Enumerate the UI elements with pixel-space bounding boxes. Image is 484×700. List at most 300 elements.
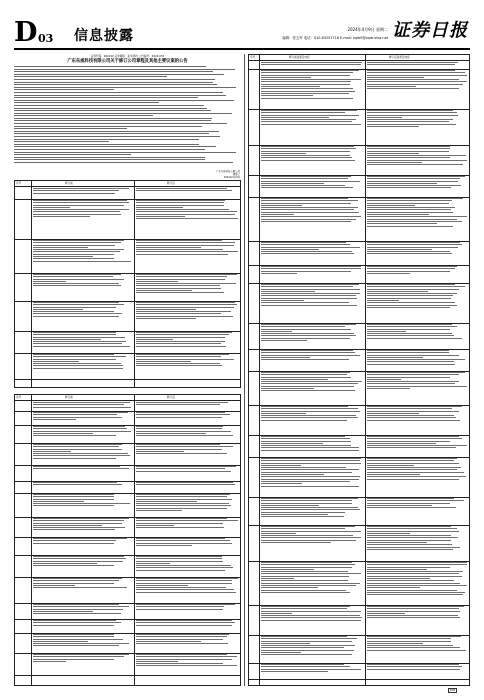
cell-after (136, 654, 237, 668)
text-line (261, 447, 359, 448)
text-line (367, 531, 459, 532)
cell-after (367, 436, 467, 450)
text-line (136, 313, 221, 314)
text-line (261, 542, 331, 543)
text-line (33, 620, 116, 621)
text-line (136, 520, 238, 521)
text-line (14, 131, 219, 132)
cell-before (33, 332, 130, 348)
text-line (136, 505, 231, 506)
text-line (367, 583, 460, 584)
text-line (367, 75, 467, 76)
text-line (136, 279, 225, 280)
text-line (33, 412, 128, 413)
text-line (367, 329, 450, 330)
text-line (367, 476, 466, 477)
table-header-row (15, 181, 240, 187)
text-line (261, 200, 358, 201)
text-line (367, 273, 410, 274)
text-line (367, 268, 455, 269)
text-line (261, 500, 352, 501)
text-line (367, 505, 432, 506)
text-line (367, 352, 449, 353)
text-line (33, 525, 102, 526)
text-line (33, 561, 123, 562)
text-line (33, 359, 116, 360)
text-line (33, 580, 119, 581)
text-line (261, 413, 306, 414)
cell-after (136, 444, 233, 455)
text-line (33, 402, 130, 403)
text-line (367, 415, 454, 416)
text-line (367, 355, 459, 356)
text-line (261, 613, 292, 614)
text-line (261, 84, 350, 85)
text-line (367, 247, 458, 248)
text-line (367, 592, 465, 593)
text-line (261, 352, 355, 353)
text-line (33, 211, 120, 212)
cell-after (367, 198, 467, 228)
text-line (261, 242, 346, 243)
text-line (136, 482, 233, 483)
text-line (136, 634, 229, 635)
text-line (367, 669, 460, 670)
text-line (367, 219, 457, 220)
text-line (14, 87, 236, 88)
header-no: 序号 (16, 182, 22, 185)
text-line (367, 617, 460, 618)
cell-before (261, 242, 360, 256)
text-line (136, 501, 197, 502)
text-line (136, 583, 232, 584)
text-line (33, 419, 76, 420)
text-line (261, 406, 348, 407)
text-line (136, 343, 221, 344)
text-line (367, 305, 457, 306)
text-line (136, 365, 222, 366)
text-line (367, 458, 457, 459)
text-line (367, 587, 420, 588)
text-line (136, 332, 232, 333)
text-line (261, 443, 323, 444)
text-line (367, 295, 453, 296)
text-line (367, 507, 456, 508)
text-line (367, 187, 451, 188)
cell-after (367, 62, 458, 67)
text-line (136, 363, 220, 364)
text-line (367, 198, 463, 199)
text-line (33, 540, 116, 541)
text-line (367, 438, 462, 439)
text-line (136, 510, 182, 511)
text-line (261, 326, 345, 327)
text-line (261, 377, 351, 378)
text-line (33, 249, 124, 250)
text-line (261, 62, 362, 63)
cell-before (33, 654, 129, 663)
text-line (33, 661, 66, 662)
text-line (14, 115, 153, 116)
text-line (367, 121, 449, 122)
text-line (367, 528, 457, 529)
text-line (367, 615, 458, 616)
text-line (33, 258, 114, 259)
text-line (136, 545, 192, 546)
editor-contact-line: 编辑：张五军 电话：010-83251716 E-mail: zqrb9@zqrb.sina.net (282, 36, 388, 40)
text-line (367, 571, 463, 572)
header-after: 修订后条款及内容 (389, 56, 410, 59)
cell-after (367, 176, 465, 190)
text-line (33, 307, 116, 308)
text-line (367, 266, 457, 267)
text-line (367, 388, 410, 389)
text-line (367, 153, 419, 154)
text-line (33, 341, 126, 342)
cell-after (136, 240, 238, 256)
text-line (33, 518, 129, 519)
text-line (136, 200, 225, 201)
cell-before (261, 562, 361, 594)
text-line (33, 414, 117, 415)
text-line (136, 446, 233, 447)
text-line (261, 333, 354, 334)
text-line (136, 404, 220, 405)
cell-after (367, 110, 458, 128)
cell-after (136, 302, 237, 320)
cell-before (33, 538, 127, 545)
text-line (367, 585, 467, 586)
text-line (136, 304, 237, 305)
cell-after (367, 324, 462, 340)
text-line (367, 374, 459, 375)
text-line (367, 112, 457, 113)
text-line (136, 567, 233, 568)
text-line (367, 117, 402, 118)
text-line (261, 458, 361, 459)
text-line (261, 408, 358, 409)
text-line (367, 647, 460, 648)
announcement-title: 广东东威科技有限公司关于修订公司章程及其他主要议案的公告 (67, 59, 188, 64)
issue-date: 2024年4月9日 星期二 (347, 27, 388, 32)
text-line (367, 372, 465, 373)
text-line (14, 89, 114, 90)
text-line (261, 580, 348, 581)
cell-before (33, 302, 124, 318)
text-line (261, 216, 361, 217)
text-line (261, 198, 348, 199)
text-line (367, 606, 464, 607)
text-line (367, 291, 428, 292)
statement-board: 董事会 (232, 173, 240, 176)
statement-date: 2024年4月9日 (223, 176, 240, 179)
text-line (136, 622, 235, 623)
text-line (14, 74, 224, 75)
text-line (261, 573, 361, 574)
text-line (33, 451, 71, 452)
text-line (367, 181, 458, 182)
text-line (367, 209, 451, 210)
text-line (261, 531, 361, 532)
text-line (33, 496, 114, 497)
text-line (367, 249, 432, 250)
text-line (367, 335, 454, 336)
text-line (367, 573, 459, 574)
text-line (367, 436, 459, 437)
text-line (33, 499, 114, 500)
text-line (33, 202, 129, 203)
text-line (367, 146, 450, 147)
text-line (261, 420, 347, 421)
text-line (261, 117, 329, 118)
text-line (136, 494, 230, 495)
text-line (33, 543, 114, 544)
cell-before (261, 606, 362, 622)
header-before: 修订前条款及内容 (289, 56, 310, 59)
text-line (33, 634, 114, 635)
text-line (33, 578, 122, 579)
text-line (261, 253, 354, 254)
text-line (261, 583, 360, 584)
text-line (33, 365, 123, 366)
text-line (33, 313, 122, 314)
text-line (261, 268, 361, 269)
cell-before (261, 198, 361, 223)
text-line (261, 98, 353, 99)
text-line (136, 468, 225, 469)
text-line (367, 148, 450, 149)
text-line (261, 587, 318, 588)
newspaper-logo: 证券日报 (392, 20, 468, 41)
text-line (367, 223, 437, 224)
cell-before (33, 578, 127, 589)
text-line (14, 84, 217, 85)
text-line (136, 561, 223, 562)
text-line (136, 639, 223, 640)
text-line (136, 339, 173, 340)
text-line (33, 274, 121, 275)
text-line (261, 273, 297, 274)
text-line (367, 562, 467, 563)
text-line (261, 650, 354, 651)
cell-after (367, 284, 465, 309)
text-line (33, 606, 129, 607)
text-line (367, 70, 455, 71)
cell-before (261, 284, 360, 307)
text-line (261, 505, 319, 506)
text-line (33, 368, 123, 369)
text-line (261, 271, 351, 272)
text-line (261, 209, 354, 210)
text-line (367, 350, 449, 351)
text-line (136, 281, 178, 282)
text-line (136, 426, 223, 427)
text-line (136, 242, 235, 243)
text-line (261, 75, 350, 76)
masthead (14, 17, 470, 50)
text-line (261, 291, 315, 292)
cell-after (136, 412, 230, 419)
text-line (33, 466, 120, 467)
text-line (261, 608, 347, 609)
cell-before (33, 412, 128, 421)
text-line (136, 641, 201, 642)
text-line (33, 240, 124, 241)
cell-after (367, 406, 462, 422)
text-line (136, 563, 170, 564)
text-line (367, 443, 436, 444)
text-line (261, 203, 351, 204)
text-line (136, 402, 228, 403)
text-line (33, 190, 119, 191)
cell-before (33, 200, 129, 218)
text-line (14, 105, 204, 106)
text-line (367, 126, 419, 127)
text-line (33, 583, 114, 584)
cell-after (367, 242, 462, 256)
text-line (367, 613, 405, 614)
text-line (261, 181, 360, 182)
cell-before (261, 498, 360, 519)
text-line (136, 337, 225, 338)
text-line (367, 364, 455, 365)
text-line (261, 540, 356, 541)
text-line (33, 428, 127, 429)
text-line (136, 414, 230, 415)
text-line (261, 507, 358, 508)
text-line (33, 339, 101, 340)
text-line (33, 343, 122, 344)
text-line (33, 484, 122, 485)
text-line (136, 254, 228, 255)
text-line (33, 529, 115, 530)
text-line (261, 357, 310, 358)
text-line (261, 474, 324, 475)
text-line (367, 203, 449, 204)
text-line (136, 663, 223, 664)
text-line (261, 615, 360, 616)
text-line (136, 540, 230, 541)
text-line (261, 463, 361, 464)
text-line (136, 274, 237, 275)
text-line (33, 304, 124, 305)
cell-before (33, 466, 129, 471)
text-line (367, 361, 454, 362)
cell-after (136, 518, 238, 529)
board-statement (164, 170, 240, 179)
text-line (14, 152, 236, 153)
text-line (261, 286, 353, 287)
text-line (367, 406, 462, 407)
text-line (33, 431, 131, 432)
text-line (261, 445, 351, 446)
text-line (33, 611, 93, 612)
text-line (261, 578, 294, 579)
cell-before (33, 274, 124, 288)
text-line (33, 254, 114, 255)
text-line (261, 183, 324, 184)
text-line (367, 200, 452, 201)
text-line (136, 654, 227, 655)
text-line (367, 286, 465, 287)
text-line (261, 576, 349, 577)
text-line (261, 411, 360, 412)
text-line (261, 636, 347, 637)
text-line (261, 460, 360, 461)
text-line (261, 617, 362, 618)
text-line (33, 276, 113, 277)
cell-after (136, 578, 238, 594)
text-line (261, 606, 350, 607)
text-line (367, 411, 459, 412)
text-line (261, 266, 361, 267)
text-line (261, 562, 352, 563)
text-line (33, 482, 117, 483)
text-line (261, 153, 306, 154)
cell-after (367, 664, 462, 671)
cell-before (33, 556, 126, 567)
text-line (261, 486, 359, 487)
text-line (367, 549, 453, 550)
text-line (33, 407, 131, 408)
text-line (14, 102, 159, 103)
text-line (367, 359, 465, 360)
cell-before (33, 482, 122, 487)
cell-after (136, 538, 232, 547)
text-line (33, 643, 129, 644)
text-line (14, 149, 205, 150)
text-line (261, 476, 360, 477)
text-line (367, 408, 452, 409)
text-line (367, 251, 450, 252)
header-no: 序号 (250, 56, 256, 59)
text-line (33, 435, 116, 436)
text-line (367, 214, 429, 215)
text-line (367, 413, 419, 414)
cell-after (136, 354, 234, 368)
text-line (33, 247, 88, 248)
text-line (14, 136, 220, 137)
header-before: 修订前 (65, 182, 73, 185)
text-line (367, 110, 453, 111)
text-line (136, 428, 222, 429)
text-line (136, 346, 226, 347)
text-line (367, 569, 427, 570)
cell-after (136, 274, 237, 295)
text-line (136, 558, 222, 559)
header-no: 序号 (16, 396, 22, 399)
text-line (367, 533, 410, 534)
text-line (261, 503, 352, 504)
text-line (367, 503, 450, 504)
text-line (136, 190, 232, 191)
text-line (261, 219, 356, 220)
text-line (136, 449, 222, 450)
statement-company: 广东东威科技有限公司 (216, 170, 240, 173)
text-line (33, 205, 124, 206)
text-line (261, 571, 348, 572)
text-line (14, 128, 127, 129)
cell-before (33, 604, 129, 615)
cell-before (33, 426, 131, 437)
text-line (367, 157, 450, 158)
text-line (261, 645, 355, 646)
text-line (261, 340, 307, 341)
text-line (136, 417, 222, 418)
text-line (136, 643, 228, 644)
cell-after (367, 562, 467, 596)
cell-before (261, 110, 361, 126)
